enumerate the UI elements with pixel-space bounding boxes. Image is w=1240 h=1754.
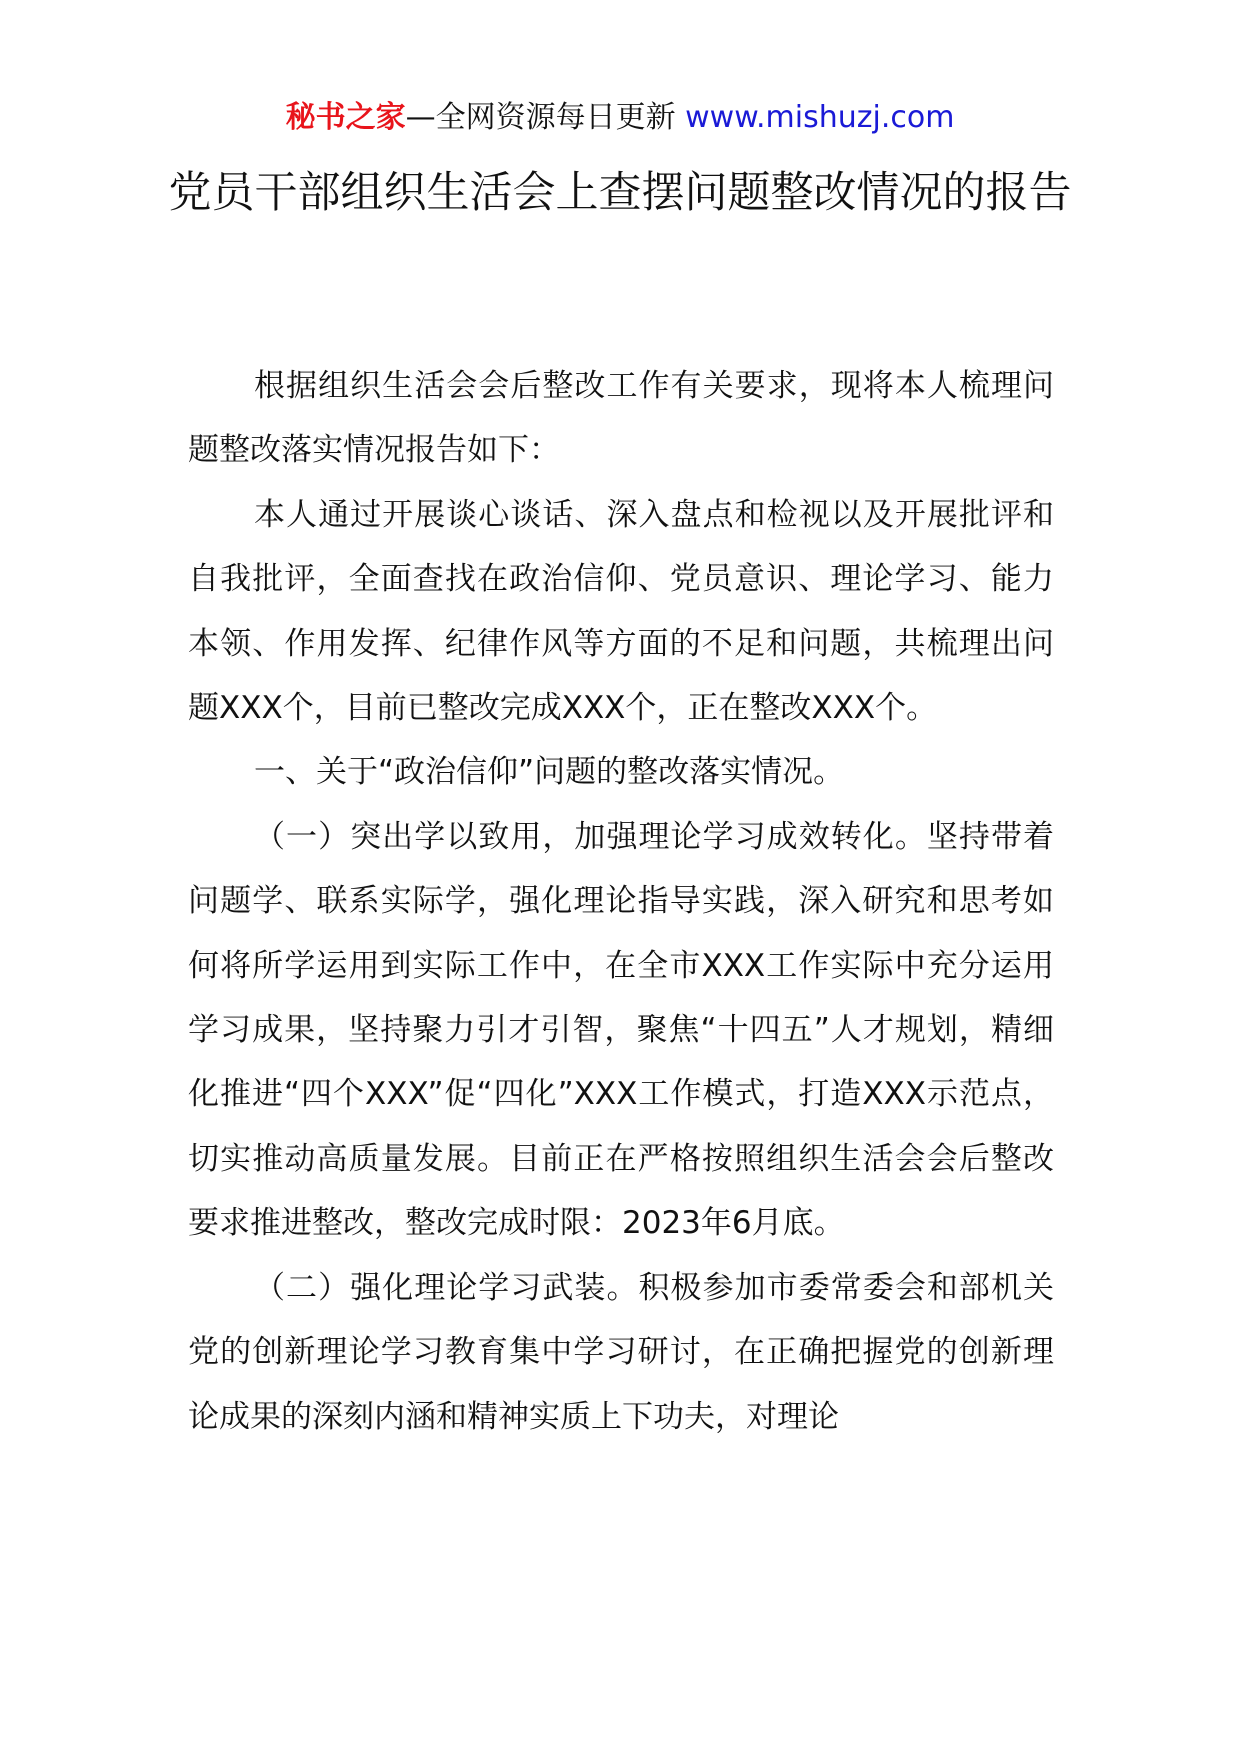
site-brand: 秘书之家 bbox=[285, 100, 406, 135]
section-heading-political-belief: 一、关于“政治信仰”问题的整改落实情况。 bbox=[254, 754, 845, 791]
paragraph-item-2: （二）强化理论学习武装。积极参加市委常委会和部机关党的创新理论学习教育集中学习研讨，在正确把握党的创新理论成果的深刻内涵和精神实质上下功夫，对理论 bbox=[188, 1269, 1054, 1435]
site-url-link[interactable]: www.mishuzj.com bbox=[685, 100, 955, 135]
site-tagline: —全网资源每日更新 bbox=[405, 100, 676, 135]
paragraph-summary: 本人通过开展谈心谈话、深入盘点和检视以及开展批评和自我批评，全面查找在政治信仰、党员意识、理论学习、能力本领、作用发挥、纪律作风等方面的不足和问题，共梳理出问题XXX个，目前已整改完成XXX个，正在整改XXX个。 bbox=[188, 496, 1054, 727]
paragraph-intro: 根据组织生活会会后整改工作有关要求，现将本人梳理问题整改落实情况报告如下： bbox=[188, 368, 1054, 469]
site-header bbox=[0, 98, 1240, 138]
paragraph-item-1: （一）突出学以致用，加强理论学习成效转化。坚持带着问题学、联系实际学，强化理论指导实践，深入研究和思考如何将所学运用到实际工作中，在全市XXX工作实际中充分运用学习成果，坚持聚力引才引智，聚焦“十四五”人才规划，精细化推进“四个XXX”促“四化”XXX工作模式，打造XXX示范点，切实推动高质量发展。目前正在严格按照组织生活会会后整改要求推进整改，整改完成时限：2023年6月底。 bbox=[188, 818, 1054, 1242]
document-body bbox=[188, 354, 1054, 1449]
document-title: 党员干部组织生活会上查摆问题整改情况的报告 bbox=[168, 168, 1072, 218]
